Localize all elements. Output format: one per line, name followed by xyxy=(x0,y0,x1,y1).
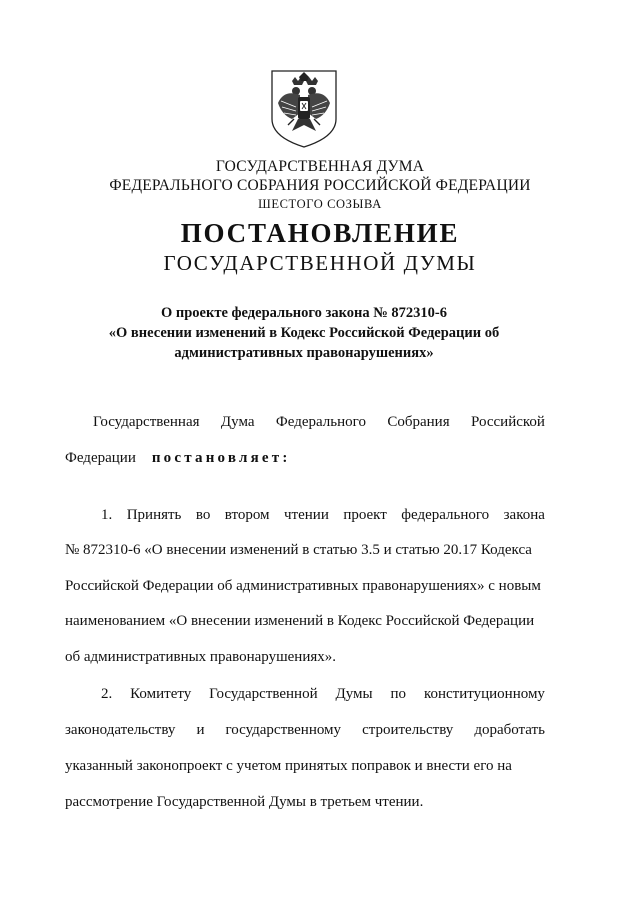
p1-word: чтении xyxy=(284,507,329,523)
p1-line-1 xyxy=(101,507,545,524)
eagle-icon xyxy=(270,69,338,149)
p2-word: и xyxy=(196,722,205,738)
p2-word: 2. xyxy=(101,686,113,702)
p1-word: федерального xyxy=(401,507,490,523)
p2-line-1 xyxy=(101,686,545,703)
document-subtitle: ГОСУДАРСТВЕННОЙ ДУМЫ xyxy=(163,251,477,275)
header-line-3: ШЕСТОГО СОЗЫВА xyxy=(258,197,382,211)
p2-line-2 xyxy=(65,722,545,739)
p2-word: доработать xyxy=(474,722,545,738)
p2-line-3: указанный законопроект с учетом принятых поправок и внести его на xyxy=(65,758,512,774)
p1-word: проект xyxy=(343,507,387,523)
document-title: ПОСТАНОВЛЕНИЕ xyxy=(180,218,460,248)
intro-line-2 xyxy=(65,450,517,467)
p1-line-3: Российской Федерации об административных правонарушениях» с новым xyxy=(65,578,541,594)
intro-line-1 xyxy=(93,414,545,431)
p2-word: Комитету xyxy=(130,686,192,702)
intro-word: Российской xyxy=(471,414,545,430)
intro-word: Собрания xyxy=(387,414,450,430)
resolution-verb: постановляет: xyxy=(151,450,291,466)
header-line-1: ГОСУДАРСТВЕННАЯ ДУМА xyxy=(215,158,425,175)
p2-word: Думы xyxy=(335,686,373,702)
p1-word: Принять xyxy=(126,507,182,523)
p2-word: государственному xyxy=(225,722,342,738)
intro-word: Дума xyxy=(220,414,255,430)
p2-line-4: рассмотрение Государственной Думы в третьем чтении. xyxy=(65,794,424,810)
p1-word: во xyxy=(195,507,211,523)
p1-line-4: наименованием «О внесении изменений в Кодекс Российской Федерации xyxy=(65,613,535,629)
header-line-2: ФЕДЕРАЛЬНОГО СОБРАНИЯ РОССИЙСКОЙ ФЕДЕРАЦИИ xyxy=(109,177,531,194)
p1-line-5: об административных правонарушениях». xyxy=(65,649,336,665)
p2-word: Государственной xyxy=(209,686,318,702)
subject-line-1: О проекте федерального закона № 872310-6 xyxy=(160,305,448,321)
p1-word: 1. xyxy=(101,507,113,523)
coat-of-arms-emblem xyxy=(270,69,338,149)
subject-line-3: административных правонарушениях» xyxy=(174,345,434,361)
intro-line-2-start: Федерации xyxy=(65,450,136,466)
p2-word: законодательству xyxy=(65,722,176,738)
p1-line-2: № 872310-6 «О внесении изменений в статью 3.5 и статью 20.17 Кодекса xyxy=(65,542,532,558)
p2-word: строительству xyxy=(362,722,454,738)
intro-word: Федерального xyxy=(275,414,366,430)
p1-word: закона xyxy=(503,507,545,523)
p2-word: конституционному xyxy=(423,686,545,702)
p2-word: по xyxy=(390,686,407,702)
p1-word: втором xyxy=(224,507,270,523)
subject-line-2: «О внесении изменений в Кодекс Российской Федерации об xyxy=(108,325,500,341)
intro-word: Государственная xyxy=(93,414,200,430)
